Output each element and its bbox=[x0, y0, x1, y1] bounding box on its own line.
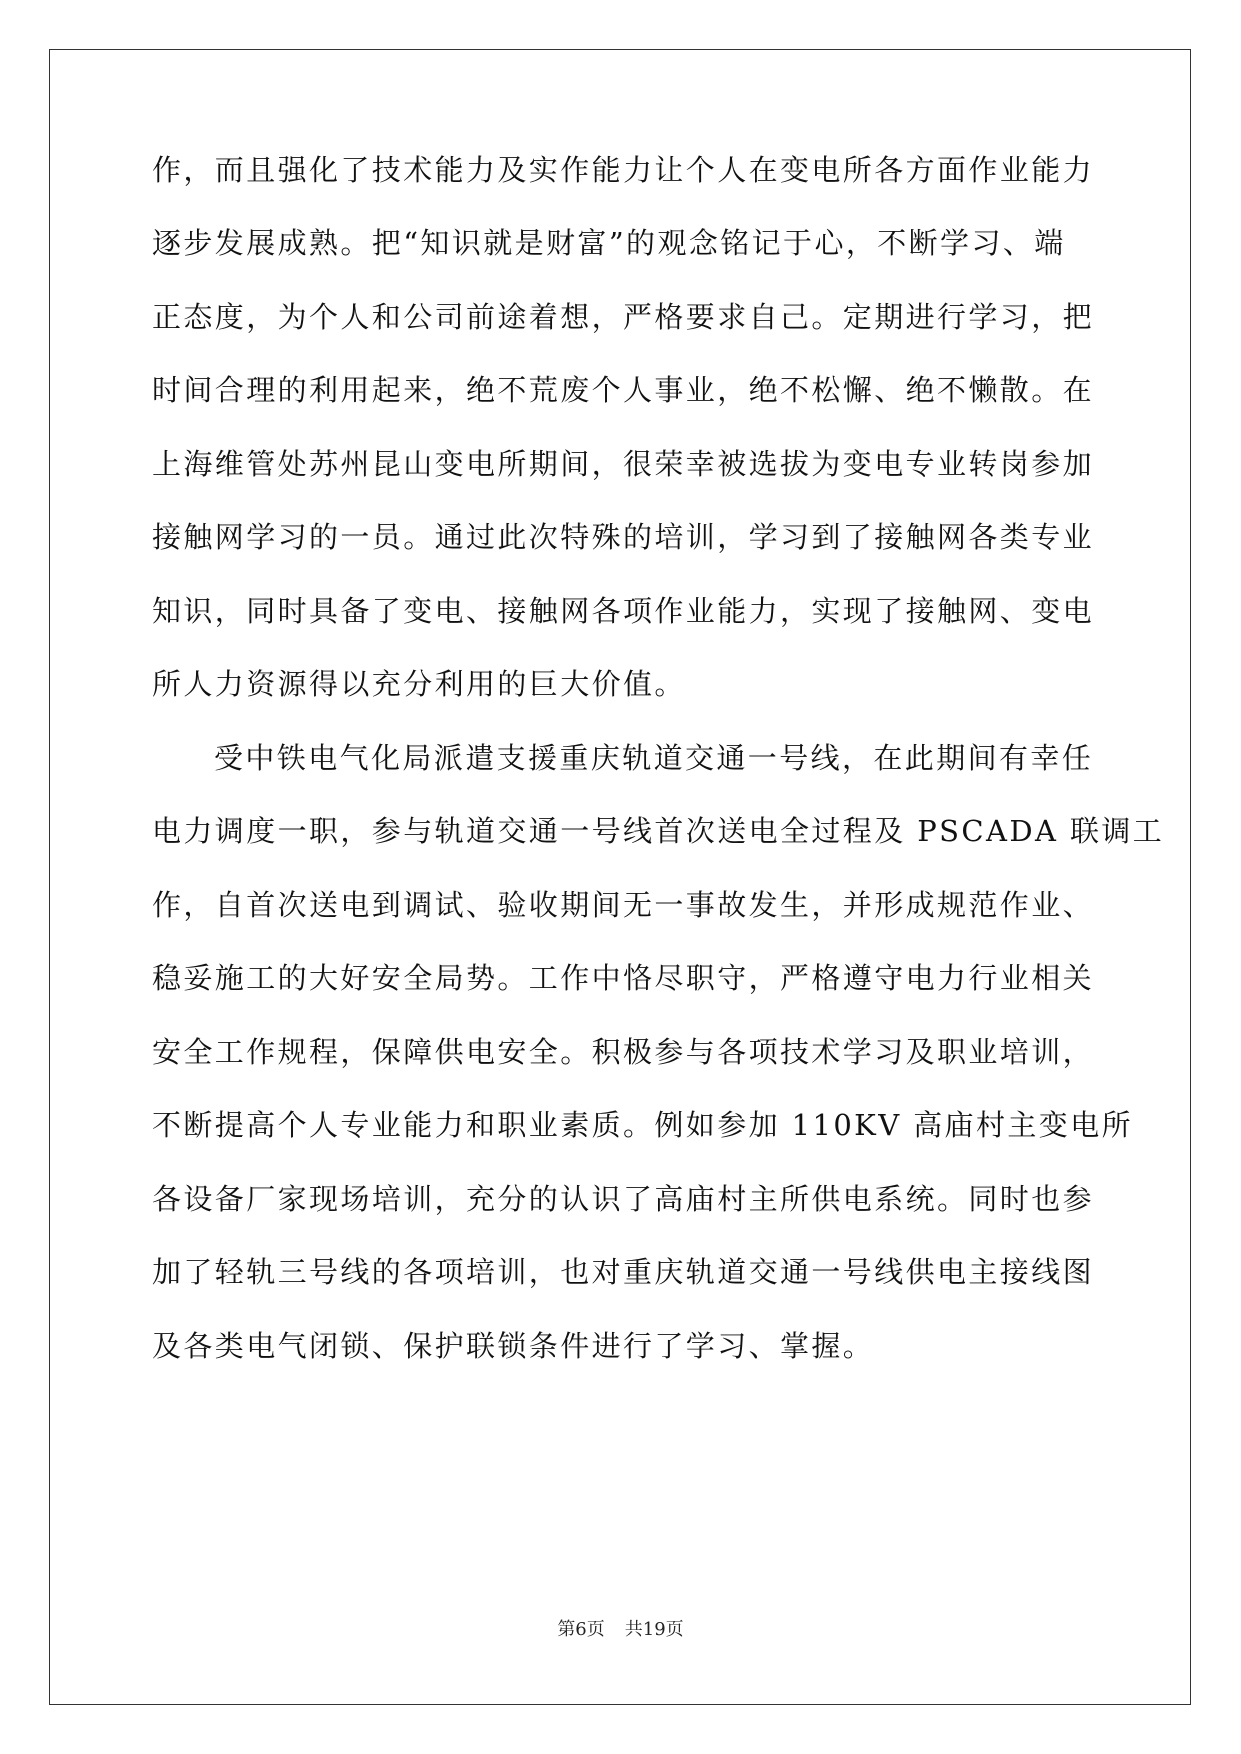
text-line: 时间合理的利用起来，绝不荒废个人事业，绝不松懈、绝不懒散。在 bbox=[152, 373, 1095, 407]
text-line: 受中铁电气化局派遣支援重庆轨道交通一号线，在此期间有幸任 bbox=[214, 741, 1094, 775]
page-footer bbox=[0, 1618, 1241, 1642]
text-line: 作，而且强化了技术能力及实作能力让个人在变电所各方面作业能力 bbox=[152, 153, 1095, 187]
text-line: 正态度，为个人和公司前途着想，严格要求自己。定期进行学习，把 bbox=[152, 300, 1095, 334]
text-line: 所人力资源得以充分利用的巨大价值。 bbox=[152, 667, 686, 701]
text-line: 各设备厂家现场培训，充分的认识了高庙村主所供电系统。同时也参 bbox=[152, 1182, 1095, 1216]
text-line: 接触网学习的一员。通过此次特殊的培训，学习到了接触网各类专业 bbox=[152, 520, 1095, 554]
text-line: 作，自首次送电到调试、验收期间无一事故发生，并形成规范作业、 bbox=[152, 888, 1095, 922]
page-number: 第6页 bbox=[557, 1619, 605, 1640]
text-line: 不断提高个人专业能力和职业素质。例如参加 110KV 高庙村主变电所 bbox=[152, 1108, 1133, 1142]
text-line: 电力调度一职，参与轨道交通一号线首次送电全过程及 PSCADA 联调工 bbox=[152, 814, 1165, 848]
page-total: 共19页 bbox=[624, 1619, 684, 1640]
text-line: 上海维管处苏州昆山变电所期间，很荣幸被选拔为变电专业转岗参加 bbox=[152, 447, 1095, 481]
text-line: 知识，同时具备了变电、接触网各项作业能力，实现了接触网、变电 bbox=[152, 594, 1095, 628]
text-line: 安全工作规程，保障供电安全。积极参与各项技术学习及职业培训， bbox=[152, 1035, 1095, 1069]
text-line: 逐步发展成熟。把“知识就是财富”的观念铭记于心，不断学习、端 bbox=[152, 226, 1066, 260]
text-line: 及各类电气闭锁、保护联锁条件进行了学习、掌握。 bbox=[152, 1329, 875, 1363]
text-line: 加了轻轨三号线的各项培训，也对重庆轨道交通一号线供电主接线图 bbox=[152, 1255, 1095, 1289]
text-line: 稳妥施工的大好安全局势。工作中恪尽职守，严格遵守电力行业相关 bbox=[152, 961, 1095, 995]
